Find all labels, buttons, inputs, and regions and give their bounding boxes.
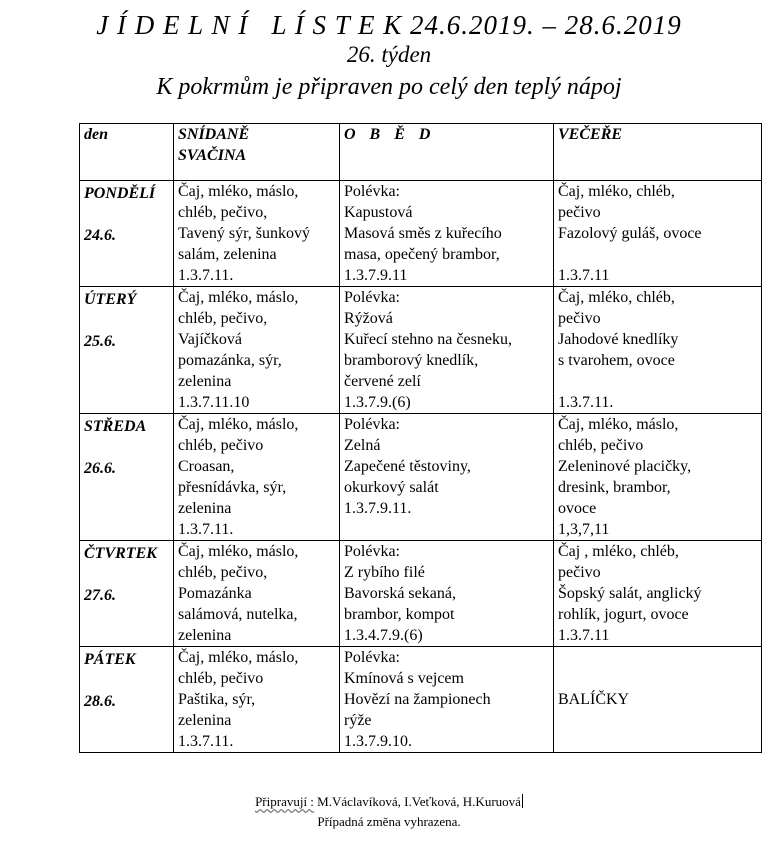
day-cell: [80, 287, 174, 414]
header-breakfast-line1: SNÍDANĚ: [178, 126, 250, 143]
breakfast-line: Čaj, mléko, máslo,: [178, 183, 299, 200]
lunch-line: Zelná: [344, 437, 381, 454]
breakfast-line: chléb, pečivo: [178, 670, 264, 687]
breakfast-cell: [174, 181, 340, 287]
day-cell: [80, 181, 174, 287]
breakfast-line: chléb, pečivo,: [178, 564, 268, 581]
breakfast-cell: [174, 647, 340, 753]
lunch-line: červené zelí: [344, 373, 421, 390]
day-cell: [80, 414, 174, 541]
breakfast-line: zelenina: [178, 500, 232, 517]
drink-note: K pokrmům je připraven po celý den teplý nápoj: [156, 74, 622, 100]
breakfast-line: přesnídávka, sýr,: [178, 479, 287, 496]
dinner-line: rohlík, jogurt, ovoce: [558, 606, 689, 623]
dinner-line: 1.3.7.11: [558, 627, 610, 644]
table-row: [80, 287, 762, 414]
lunch-cell: [340, 647, 554, 753]
breakfast-cell: [174, 287, 340, 414]
day-name: STŘEDA: [84, 418, 147, 435]
change-note: Případná změna vyhrazena.: [317, 814, 461, 829]
dinner-line: Čaj , mléko, chléb,: [558, 543, 679, 560]
breakfast-line: 1.3.7.11.: [178, 521, 234, 538]
lunch-line: Polévka:: [344, 416, 400, 433]
dinner-line: pečivo: [558, 204, 601, 221]
day-name: ČTVRTEK: [84, 545, 157, 562]
breakfast-line: salámová, nutelka,: [178, 606, 298, 623]
lunch-line: 1.3.7.9.(6): [344, 394, 411, 411]
lunch-line: Z rybího filé: [344, 564, 425, 581]
dinner-line: Jahodové knedlíky: [558, 331, 679, 348]
header-breakfast-line2: SVAČINA: [178, 147, 247, 164]
lunch-cell: [340, 541, 554, 647]
lunch-line: Hovězí na žampionech: [344, 691, 491, 708]
lunch-cell: [340, 414, 554, 541]
lunch-line: Polévka:: [344, 183, 400, 200]
day-cell: [80, 541, 174, 647]
lunch-line: Bavorská sekaná,: [344, 585, 456, 602]
dinner-cell: [554, 181, 762, 287]
day-name: PÁTEK: [84, 651, 136, 668]
day-name: PONDĚLÍ: [84, 185, 156, 202]
dinner-line: dresink, brambor,: [558, 479, 671, 496]
dinner-line: [558, 647, 757, 668]
lunch-line: rýže: [344, 712, 372, 729]
menu-title: J Í D E L N Í L Í S T E K 24.6.2019. – 28.6.2019: [96, 10, 682, 40]
lunch-cell: [340, 181, 554, 287]
dinner-line: Šopský salát, anglický: [558, 585, 702, 602]
dinner-line: 1,3,7,11: [558, 521, 610, 538]
lunch-line: masa, opečený brambor,: [344, 246, 500, 263]
day-date: 26.6.: [84, 460, 116, 477]
breakfast-line: 1.3.7.11.: [178, 267, 234, 284]
week-label: 26. týden: [346, 42, 432, 67]
prepared-names: M.Václavíková, I.Veťková, H.Kuruová: [313, 794, 521, 809]
breakfast-line: chléb, pečivo,: [178, 204, 268, 221]
table-row: [80, 181, 762, 287]
day-date: 28.6.: [84, 693, 116, 710]
lunch-line: Kuřecí stehno na česneku,: [344, 331, 512, 348]
dinner-line: chléb, pečivo: [558, 437, 644, 454]
dinner-cell: [554, 541, 762, 647]
breakfast-line: Čaj, mléko, máslo,: [178, 543, 299, 560]
table-row: [80, 647, 762, 753]
breakfast-line: Vajíčková: [178, 331, 242, 348]
dinner-cell: [554, 647, 762, 753]
breakfast-line: zelenina: [178, 712, 232, 729]
breakfast-line: Pomazánka: [178, 585, 252, 602]
table-header-row: [80, 124, 762, 181]
breakfast-line: zelenina: [178, 373, 232, 390]
lunch-line: 1.3.4.7.9.(6): [344, 627, 423, 644]
lunch-line: Kmínová s vejcem: [344, 670, 464, 687]
header-lunch: O B Ě D: [340, 124, 554, 181]
dinner-line: pečivo: [558, 564, 601, 581]
dinner-cell: [554, 287, 762, 414]
breakfast-line: chléb, pečivo: [178, 437, 264, 454]
breakfast-line: Croasan,: [178, 458, 235, 475]
lunch-line: Polévka:: [344, 543, 400, 560]
breakfast-line: pomazánka, sýr,: [178, 352, 282, 369]
lunch-line: brambor, kompot: [344, 606, 455, 623]
lunch-cell: [340, 287, 554, 414]
dinner-line: 1.3.7.11.: [558, 394, 614, 411]
lunch-line: Zapečené těstoviny,: [344, 458, 471, 475]
breakfast-cell: [174, 414, 340, 541]
breakfast-line: zelenina: [178, 627, 232, 644]
table-body: [80, 181, 762, 753]
header-dinner: VEČEŘE: [554, 124, 762, 181]
lunch-line: 1.3.7.9.11.: [344, 500, 412, 517]
table-row: [80, 541, 762, 647]
breakfast-cell: [174, 541, 340, 647]
day-date: 27.6.: [84, 587, 116, 604]
dinner-line: Zeleninové placičky,: [558, 458, 692, 475]
day-cell: [80, 647, 174, 753]
prepared-label: Připravují :: [255, 794, 314, 809]
lunch-line: 1.3.7.9.10.: [344, 733, 412, 750]
breakfast-line: Čaj, mléko, máslo,: [178, 649, 299, 666]
lunch-line: bramborový knedlík,: [344, 352, 479, 369]
dinner-line: Čaj, mléko, chléb,: [558, 183, 675, 200]
dinner-line: Čaj, mléko, chléb,: [558, 289, 675, 306]
lunch-line: Rýžová: [344, 310, 393, 327]
breakfast-line: salám, zelenina: [178, 246, 277, 263]
day-name: ÚTERÝ: [84, 291, 137, 308]
lunch-line: 1.3.7.9.11: [344, 267, 408, 284]
dinner-line: pečivo: [558, 310, 601, 327]
text-cursor: [522, 794, 523, 808]
lunch-line: Kapustová: [344, 204, 413, 221]
dinner-line: Čaj, mléko, máslo,: [558, 416, 679, 433]
dinner-line: s tvarohem, ovoce: [558, 352, 675, 369]
table-row: [80, 414, 762, 541]
dinner-line: [558, 668, 757, 689]
dinner-line: BALÍČKY: [558, 691, 630, 708]
header-day: den: [80, 124, 174, 181]
breakfast-line: chléb, pečivo,: [178, 310, 268, 327]
menu-table: [79, 123, 762, 753]
breakfast-line: Tavený sýr, šunkový: [178, 225, 310, 242]
dinner-line: [558, 244, 757, 265]
lunch-line: Masová směs z kuřecího: [344, 225, 502, 242]
dinner-line: 1.3.7.11: [558, 267, 610, 284]
prepared-by: [0, 794, 778, 810]
breakfast-line: Čaj, mléko, máslo,: [178, 289, 299, 306]
breakfast-line: Čaj, mléko, máslo,: [178, 416, 299, 433]
header-breakfast: [174, 124, 340, 181]
lunch-line: okurkový salát: [344, 479, 439, 496]
day-date: 24.6.: [84, 227, 116, 244]
dinner-line: Fazolový guláš, ovoce: [558, 225, 702, 242]
dinner-cell: [554, 414, 762, 541]
breakfast-line: 1.3.7.11.: [178, 733, 234, 750]
breakfast-line: Paštika, sýr,: [178, 691, 256, 708]
day-date: 25.6.: [84, 333, 116, 350]
lunch-line: Polévka:: [344, 289, 400, 306]
dinner-line: ovoce: [558, 500, 597, 517]
dinner-line: [558, 371, 757, 392]
lunch-line: Polévka:: [344, 649, 400, 666]
breakfast-line: 1.3.7.11.10: [178, 394, 250, 411]
